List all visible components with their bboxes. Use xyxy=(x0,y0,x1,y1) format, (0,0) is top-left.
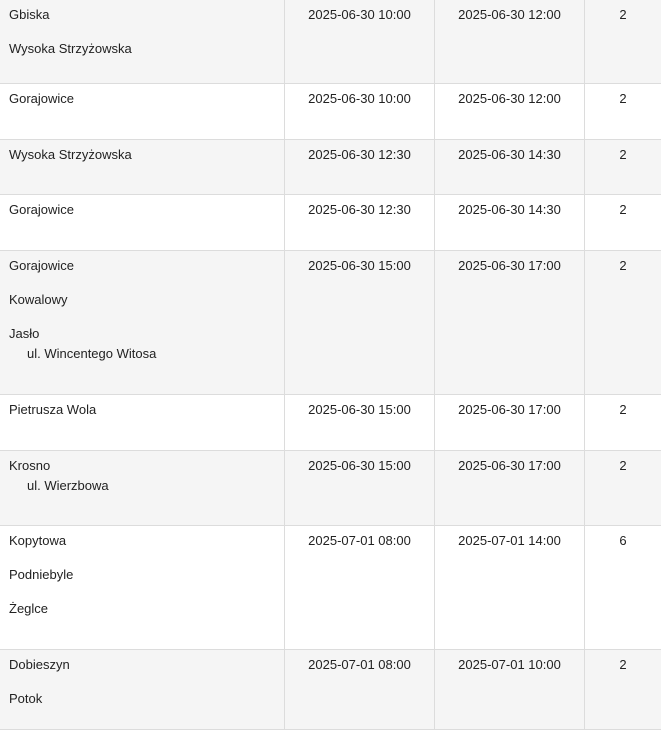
start-time-cell xyxy=(285,0,435,83)
end-time-cell xyxy=(435,0,585,83)
end-time: 2025-06-30 17:00 xyxy=(458,458,561,473)
place-entry xyxy=(9,403,284,417)
place-name: Żeglce xyxy=(9,601,49,616)
place-name: Gorajowice xyxy=(9,91,75,106)
place-entry xyxy=(9,534,284,548)
location-cell xyxy=(0,251,285,394)
end-time: 2025-07-01 10:00 xyxy=(458,657,561,672)
end-time-cell xyxy=(435,650,585,729)
place-name: Potok xyxy=(9,691,43,706)
count-cell xyxy=(585,140,661,194)
end-time-cell xyxy=(435,84,585,139)
place-name: Jasło xyxy=(9,326,40,341)
start-time: 2025-06-30 10:00 xyxy=(308,91,411,106)
table-row xyxy=(0,140,661,195)
place-name: Kopytowa xyxy=(9,533,67,548)
street-name: ul. Wierzbowa xyxy=(27,478,109,493)
end-time: 2025-07-01 14:00 xyxy=(458,533,561,548)
place-entry xyxy=(9,293,284,307)
start-time-cell xyxy=(285,84,435,139)
count-cell xyxy=(585,650,661,729)
count-cell xyxy=(585,84,661,139)
end-time: 2025-06-30 12:00 xyxy=(458,91,561,106)
start-time: 2025-06-30 12:30 xyxy=(308,147,411,162)
count-value: 2 xyxy=(619,402,627,417)
count-value: 2 xyxy=(619,7,627,22)
place-name: Gorajowice xyxy=(9,258,75,273)
end-time-cell xyxy=(435,140,585,194)
place-entry xyxy=(9,259,284,273)
count-value: 2 xyxy=(619,458,627,473)
place-name: Dobieszyn xyxy=(9,657,70,672)
place-entry xyxy=(9,8,284,22)
count-value: 2 xyxy=(619,147,627,162)
table-row xyxy=(0,0,661,84)
start-time: 2025-07-01 08:00 xyxy=(308,657,411,672)
end-time-cell xyxy=(435,395,585,450)
count-value: 2 xyxy=(619,258,627,273)
location-cell xyxy=(0,84,285,139)
table-row xyxy=(0,650,661,730)
table-row xyxy=(0,451,661,526)
table-row xyxy=(0,251,661,395)
end-time-cell xyxy=(435,526,585,649)
start-time-cell xyxy=(285,195,435,250)
place-entry xyxy=(9,692,284,706)
place-entry xyxy=(9,459,284,493)
count-cell xyxy=(585,395,661,450)
end-time: 2025-06-30 12:00 xyxy=(458,7,561,22)
place-name: Kowalowy xyxy=(9,292,68,307)
count-cell xyxy=(585,251,661,394)
place-name: Wysoka Strzyżowska xyxy=(9,41,132,56)
start-time-cell xyxy=(285,451,435,525)
count-cell xyxy=(585,526,661,649)
location-cell xyxy=(0,650,285,729)
location-cell xyxy=(0,526,285,649)
start-time: 2025-06-30 15:00 xyxy=(308,402,411,417)
location-cell xyxy=(0,0,285,83)
place-name: Gorajowice xyxy=(9,202,75,217)
start-time-cell xyxy=(285,526,435,649)
end-time: 2025-06-30 14:30 xyxy=(458,202,561,217)
end-time-cell xyxy=(435,451,585,525)
start-time-cell xyxy=(285,251,435,394)
place-name: Wysoka Strzyżowska xyxy=(9,147,132,162)
place-entry xyxy=(9,602,284,616)
end-time: 2025-06-30 17:00 xyxy=(458,402,561,417)
place-name: Pietrusza Wola xyxy=(9,402,97,417)
table-row xyxy=(0,84,661,140)
count-value: 2 xyxy=(619,202,627,217)
start-time: 2025-07-01 08:00 xyxy=(308,533,411,548)
place-entry xyxy=(9,203,284,217)
end-time-cell xyxy=(435,195,585,250)
start-time: 2025-06-30 12:30 xyxy=(308,202,411,217)
place-entry xyxy=(9,658,284,672)
start-time: 2025-06-30 15:00 xyxy=(308,458,411,473)
table-row xyxy=(0,395,661,451)
location-cell xyxy=(0,451,285,525)
place-entry xyxy=(9,327,284,361)
street-name: ul. Wincentego Witosa xyxy=(27,346,157,361)
place-entry xyxy=(9,92,284,106)
place-entry xyxy=(9,148,284,162)
start-time-cell xyxy=(285,395,435,450)
start-time-cell xyxy=(285,650,435,729)
start-time-cell xyxy=(285,140,435,194)
location-cell xyxy=(0,140,285,194)
location-cell xyxy=(0,395,285,450)
end-time: 2025-06-30 14:30 xyxy=(458,147,561,162)
count-cell xyxy=(585,0,661,83)
start-time: 2025-06-30 10:00 xyxy=(308,7,411,22)
count-value: 2 xyxy=(619,91,627,106)
count-cell xyxy=(585,451,661,525)
place-name: Podniebyle xyxy=(9,567,74,582)
start-time: 2025-06-30 15:00 xyxy=(308,258,411,273)
location-cell xyxy=(0,195,285,250)
place-name: Krosno xyxy=(9,458,51,473)
count-value: 6 xyxy=(619,533,627,548)
table-row xyxy=(0,195,661,251)
table-row xyxy=(0,526,661,650)
place-entry xyxy=(9,42,284,56)
place-name: Gbiska xyxy=(9,7,50,22)
end-time: 2025-06-30 17:00 xyxy=(458,258,561,273)
count-value: 2 xyxy=(619,657,627,672)
count-cell xyxy=(585,195,661,250)
end-time-cell xyxy=(435,251,585,394)
place-entry xyxy=(9,568,284,582)
